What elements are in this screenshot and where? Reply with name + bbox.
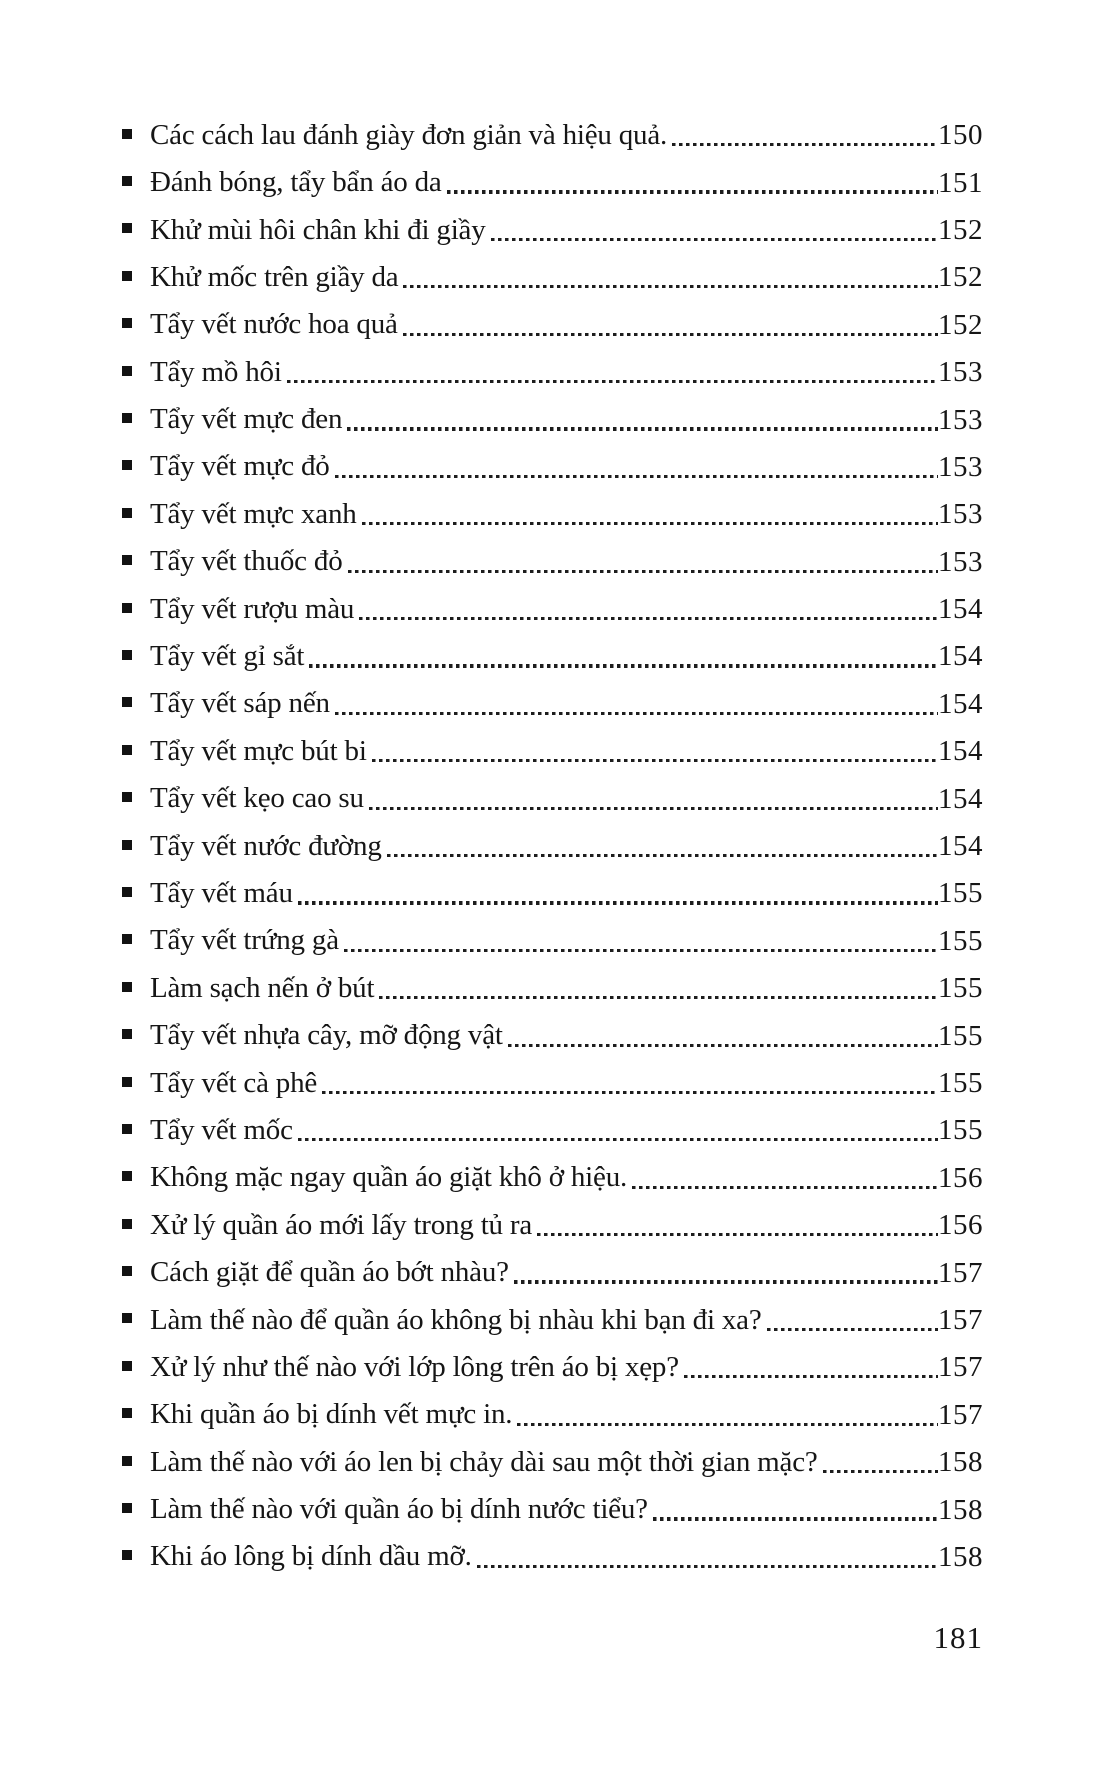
toc-entry-page: 154 bbox=[938, 830, 983, 863]
toc-entry-title: Tẩy vết nước đường bbox=[150, 829, 382, 862]
square-bullet-icon bbox=[122, 318, 132, 328]
toc-entry[interactable] bbox=[122, 870, 983, 917]
toc-entry-title: Cách giặt để quần áo bớt nhàu? bbox=[150, 1256, 509, 1289]
toc-entry-page: 156 bbox=[938, 1161, 983, 1194]
toc-entry[interactable] bbox=[122, 1439, 983, 1486]
toc-entry-page: 155 bbox=[938, 1019, 983, 1052]
toc-entry[interactable] bbox=[122, 207, 983, 254]
toc-list bbox=[122, 112, 983, 1581]
square-bullet-icon bbox=[122, 1408, 132, 1418]
toc-entry-title: Khi áo lông bị dính dầu mỡ. bbox=[150, 1540, 472, 1573]
dot-leader bbox=[369, 807, 938, 810]
dot-leader bbox=[309, 664, 938, 667]
square-bullet-icon bbox=[122, 603, 132, 613]
dot-leader bbox=[322, 1091, 938, 1094]
toc-entry-title: Tẩy vết mực bút bi bbox=[150, 734, 367, 767]
toc-entry-page: 157 bbox=[938, 1256, 983, 1289]
toc-entry[interactable] bbox=[122, 302, 983, 349]
square-bullet-icon bbox=[122, 460, 132, 470]
dot-leader bbox=[362, 522, 938, 525]
toc-entry[interactable] bbox=[122, 112, 983, 159]
toc-entry-page: 157 bbox=[938, 1351, 983, 1384]
toc-entry[interactable] bbox=[122, 491, 983, 538]
toc-entry-page: 153 bbox=[938, 356, 983, 389]
dot-leader bbox=[298, 1138, 938, 1141]
toc-entry[interactable] bbox=[122, 1392, 983, 1439]
dot-leader bbox=[537, 1233, 938, 1236]
toc-entry[interactable] bbox=[122, 965, 983, 1012]
toc-entry-page: 158 bbox=[938, 1446, 983, 1479]
toc-entry[interactable] bbox=[122, 633, 983, 680]
square-bullet-icon bbox=[122, 1361, 132, 1371]
toc-entry[interactable] bbox=[122, 586, 983, 633]
toc-entry-page: 152 bbox=[938, 213, 983, 246]
toc-entry[interactable] bbox=[122, 1202, 983, 1249]
toc-entry[interactable] bbox=[122, 728, 983, 775]
toc-entry[interactable] bbox=[122, 1344, 983, 1391]
dot-leader bbox=[298, 901, 938, 904]
toc-entry[interactable] bbox=[122, 775, 983, 822]
footer-page-number: 181 bbox=[933, 1620, 983, 1655]
toc-entry-page: 154 bbox=[938, 640, 983, 673]
dot-leader bbox=[403, 333, 938, 336]
toc-entry-page: 157 bbox=[938, 1398, 983, 1431]
dot-leader bbox=[344, 949, 938, 952]
toc-entry-title: Tẩy vết trứng gà bbox=[150, 924, 339, 957]
dot-leader bbox=[335, 712, 938, 715]
toc-entry[interactable] bbox=[122, 539, 983, 586]
toc-entry[interactable] bbox=[122, 254, 983, 301]
toc-entry-page: 157 bbox=[938, 1303, 983, 1336]
dot-leader bbox=[447, 190, 938, 193]
dot-leader bbox=[632, 1186, 938, 1189]
toc-entry-page: 158 bbox=[938, 1540, 983, 1573]
toc-entry-title: Tẩy vết gỉ sắt bbox=[150, 640, 305, 673]
toc-entry[interactable] bbox=[122, 444, 983, 491]
toc-entry-title: Tẩy vết nước hoa quả bbox=[150, 308, 398, 341]
toc-entry-page: 158 bbox=[938, 1493, 983, 1526]
toc-entry-title: Không mặc ngay quần áo giặt khô ở hiệu. bbox=[150, 1161, 628, 1194]
toc-entry-page: 155 bbox=[938, 1067, 983, 1099]
dot-leader bbox=[372, 759, 938, 762]
toc-entry-page: 155 bbox=[938, 972, 983, 1005]
square-bullet-icon bbox=[122, 1503, 132, 1513]
toc-entry-title: Xử lý như thế nào với lớp lông trên áo bị xẹp? bbox=[150, 1350, 679, 1383]
toc-entry-page: 150 bbox=[938, 119, 983, 152]
toc-entry-title: Tẩy vết thuốc đỏ bbox=[150, 545, 343, 578]
toc-entry-title: Tẩy vết mực đen bbox=[150, 403, 343, 436]
square-bullet-icon bbox=[122, 745, 132, 755]
toc-entry-title: Tẩy vết mốc bbox=[150, 1113, 293, 1146]
toc-entry[interactable] bbox=[122, 1060, 983, 1107]
square-bullet-icon bbox=[122, 1313, 132, 1323]
square-bullet-icon bbox=[122, 934, 132, 944]
toc-entry-page: 152 bbox=[938, 261, 983, 294]
dot-leader bbox=[491, 238, 938, 241]
toc-entry[interactable] bbox=[122, 1486, 983, 1533]
toc-entry-page: 154 bbox=[938, 735, 983, 768]
square-bullet-icon bbox=[122, 1029, 132, 1039]
toc-entry-title: Xử lý quần áo mới lấy trong tủ ra bbox=[150, 1208, 533, 1241]
square-bullet-icon bbox=[122, 366, 132, 376]
square-bullet-icon bbox=[122, 176, 132, 186]
square-bullet-icon bbox=[122, 887, 132, 897]
toc-entry-page: 153 bbox=[938, 403, 983, 436]
dot-leader bbox=[767, 1328, 938, 1331]
toc-entry-page: 155 bbox=[938, 877, 983, 910]
dot-leader bbox=[379, 996, 938, 999]
square-bullet-icon bbox=[122, 1456, 132, 1466]
toc-entry[interactable] bbox=[122, 1297, 983, 1344]
toc-entry[interactable] bbox=[122, 918, 983, 965]
square-bullet-icon bbox=[122, 129, 132, 139]
square-bullet-icon bbox=[122, 840, 132, 850]
square-bullet-icon bbox=[122, 697, 132, 707]
square-bullet-icon bbox=[122, 1124, 132, 1134]
toc-entry[interactable] bbox=[122, 1249, 983, 1296]
square-bullet-icon bbox=[122, 508, 132, 518]
toc-entry-page: 154 bbox=[938, 593, 983, 626]
dot-leader bbox=[823, 1470, 938, 1473]
toc-entry-page: 155 bbox=[938, 1114, 983, 1147]
toc-entry[interactable] bbox=[122, 681, 983, 728]
toc-entry-title: Tẩy vết mực xanh bbox=[150, 497, 357, 530]
square-bullet-icon bbox=[122, 555, 132, 565]
toc-entry-title: Các cách lau đánh giày đơn giản và hiệu quả. bbox=[150, 118, 668, 151]
toc-entry-page: 153 bbox=[938, 498, 983, 531]
toc-entry-title: Đánh bóng, tẩy bẩn áo da bbox=[150, 166, 442, 199]
toc-entry[interactable] bbox=[122, 159, 983, 206]
square-bullet-icon bbox=[122, 223, 132, 233]
dot-leader bbox=[477, 1565, 938, 1568]
square-bullet-icon bbox=[122, 650, 132, 660]
toc-entry[interactable] bbox=[122, 1534, 983, 1581]
dot-leader bbox=[287, 380, 938, 383]
toc-entry-title: Khử mùi hôi chân khi đi giầy bbox=[150, 213, 486, 246]
toc-entry-page: 155 bbox=[938, 924, 983, 957]
toc-entry-title: Tẩy vết rượu màu bbox=[150, 592, 355, 625]
toc-entry-title: Tẩy mồ hôi bbox=[150, 355, 282, 388]
square-bullet-icon bbox=[122, 1171, 132, 1181]
toc-entry-page: 154 bbox=[938, 782, 983, 815]
toc-entry[interactable] bbox=[122, 1012, 983, 1059]
dot-leader bbox=[403, 285, 938, 288]
toc-entry[interactable] bbox=[122, 1155, 983, 1202]
toc-entry-title: Tẩy vết kẹo cao su bbox=[150, 782, 364, 815]
toc-entry-title: Tẩy vết mực đỏ bbox=[150, 450, 330, 483]
toc-entry-page: 152 bbox=[938, 308, 983, 341]
toc-entry[interactable] bbox=[122, 396, 983, 443]
square-bullet-icon bbox=[122, 792, 132, 802]
toc-entry-title: Làm thế nào với áo len bị chảy dài sau một thời gian mặc? bbox=[150, 1445, 818, 1478]
toc-entry-title: Khử mốc trên giầy da bbox=[150, 260, 399, 293]
toc-entry-page: 154 bbox=[938, 687, 983, 720]
toc-entry-title: Tẩy vết nhựa cây, mỡ động vật bbox=[150, 1019, 503, 1052]
dot-leader bbox=[348, 570, 939, 573]
toc-entry-page: 153 bbox=[938, 545, 983, 578]
square-bullet-icon bbox=[122, 1219, 132, 1229]
dot-leader bbox=[672, 143, 938, 146]
dot-leader bbox=[387, 854, 938, 857]
dot-leader bbox=[347, 427, 938, 430]
toc-entry-title: Tẩy vết máu bbox=[150, 877, 293, 909]
toc-entry-title: Tẩy vết sáp nến bbox=[150, 687, 330, 720]
dot-leader bbox=[514, 1280, 938, 1283]
square-bullet-icon bbox=[122, 271, 132, 281]
toc-entry-title: Làm thế nào với quần áo bị dính nước tiểu? bbox=[150, 1493, 648, 1526]
square-bullet-icon bbox=[122, 982, 132, 992]
toc-entry-title: Làm sạch nến ở bút bbox=[150, 971, 375, 1004]
dot-leader bbox=[335, 475, 938, 478]
toc-entry[interactable] bbox=[122, 823, 983, 870]
square-bullet-icon bbox=[122, 1077, 132, 1087]
dot-leader bbox=[653, 1517, 938, 1520]
toc-entry-title: Làm thế nào để quần áo không bị nhàu khi bạn đi xa? bbox=[150, 1303, 762, 1336]
toc-entry-page: 151 bbox=[938, 166, 983, 199]
dot-leader bbox=[359, 617, 938, 620]
square-bullet-icon bbox=[122, 413, 132, 423]
toc-entry-page: 156 bbox=[938, 1209, 983, 1242]
toc-entry-title: Tẩy vết cà phê bbox=[150, 1066, 318, 1099]
toc-entry-title: Khi quần áo bị dính vết mực in. bbox=[150, 1398, 513, 1431]
toc-entry-page: 153 bbox=[938, 450, 983, 483]
toc-entry[interactable] bbox=[122, 349, 983, 396]
toc-entry[interactable] bbox=[122, 1107, 983, 1154]
dot-leader bbox=[684, 1375, 938, 1378]
dot-leader bbox=[517, 1423, 938, 1426]
square-bullet-icon bbox=[122, 1550, 132, 1560]
square-bullet-icon bbox=[122, 1266, 132, 1276]
dot-leader bbox=[508, 1044, 938, 1047]
